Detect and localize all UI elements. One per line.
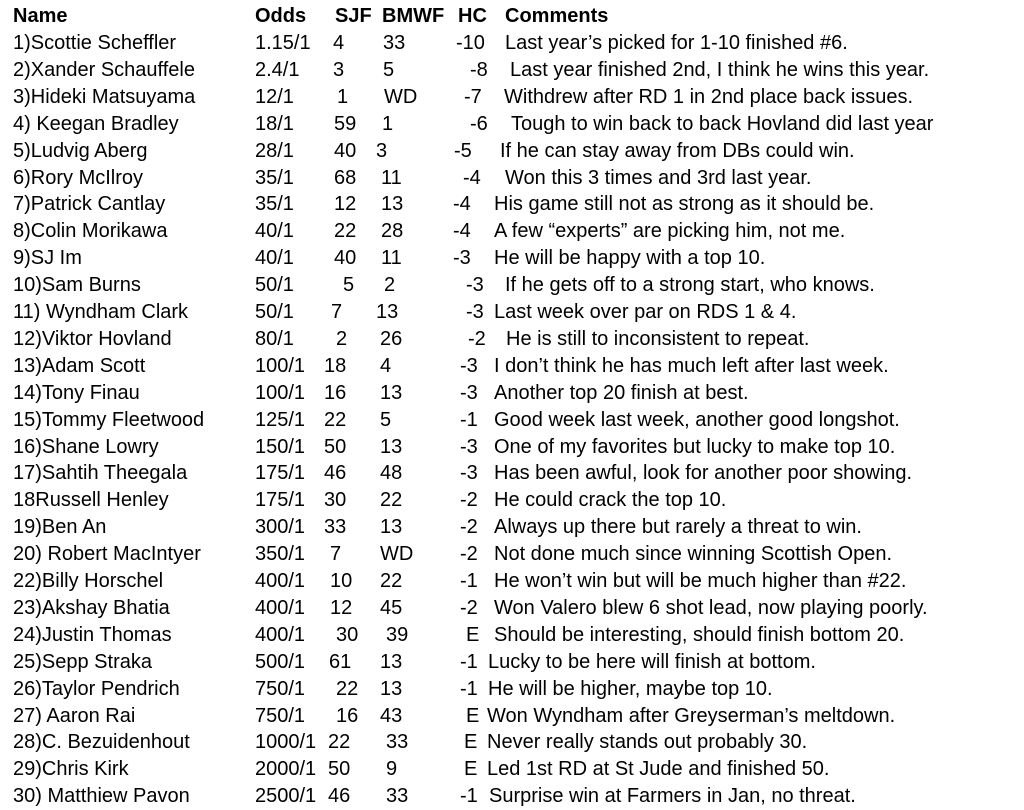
player-name: 13)Adam Scott: [13, 354, 146, 377]
table-row: [0, 326, 1024, 353]
table-row: [0, 514, 1024, 541]
table-row: [0, 299, 1024, 326]
hc-cell: -1: [460, 785, 478, 808]
comment-cell: Last year finished 2nd, I think he wins this year.: [510, 58, 930, 81]
sjf-cell: 12: [330, 596, 353, 619]
hc-cell: -1: [460, 650, 478, 673]
odds-cell: 400/1: [255, 596, 306, 619]
hc-cell: E: [466, 623, 480, 646]
player-name: 1)Scottie Scheffler: [13, 32, 177, 54]
header-sjf: SJF: [335, 5, 372, 27]
comment-cell: Has been awful, look for another poor showing.: [494, 462, 913, 485]
odds-cell: 125/1: [255, 408, 306, 431]
sjf-cell: 5: [343, 274, 355, 297]
comment-cell: Won Wyndham after Greyserman’s meltdown.: [487, 704, 896, 727]
hc-cell: -2: [460, 543, 478, 566]
hc-cell: E: [464, 731, 478, 754]
sjf-cell: 1: [337, 85, 349, 108]
bmwf-cell: 13: [381, 193, 404, 216]
table-row: [0, 649, 1024, 676]
player-name: 26)Taylor Pendrich: [13, 677, 180, 700]
header-bmwf: BMWF: [382, 5, 445, 27]
odds-cell: 750/1: [255, 704, 306, 727]
player-name: 11) Wyndham Clark: [13, 301, 189, 323]
hc-cell: -7: [464, 85, 482, 108]
sjf-cell: 4: [333, 32, 345, 54]
sjf-cell: 30: [324, 489, 347, 512]
bmwf-cell: 5: [380, 408, 392, 431]
odds-cell: 1.15/1: [255, 32, 311, 54]
hc-cell: -3: [460, 435, 478, 458]
table-row: [0, 407, 1024, 434]
bmwf-cell: 13: [380, 650, 403, 673]
bmwf-cell: 11: [381, 166, 402, 189]
hc-cell: -10: [456, 32, 485, 54]
comment-cell: A few “experts” are picking him, not me.: [494, 220, 846, 243]
bmwf-cell: 22: [380, 570, 403, 592]
odds-cell: 2000/1: [255, 758, 317, 781]
bmwf-cell: 2: [384, 274, 396, 297]
bmwf-cell: 13: [380, 435, 403, 458]
player-name: 24)Justin Thomas: [13, 623, 172, 646]
comment-cell: He is still to inconsistent to repeat.: [506, 327, 810, 350]
comment-cell: If he gets off to a strong start, who knows.: [505, 274, 875, 297]
odds-cell: 18/1: [255, 112, 294, 135]
comment-cell: Always up there but rarely a threat to win.: [494, 516, 862, 539]
table-row: [0, 111, 1024, 138]
odds-cell: 100/1: [255, 354, 306, 377]
odds-cell: 350/1: [255, 543, 306, 566]
comment-cell: Surprise win at Farmers in Jan, no threat.: [489, 785, 856, 808]
sjf-cell: 59: [334, 112, 357, 135]
odds-cell: 175/1: [255, 462, 306, 485]
sjf-cell: 30: [336, 623, 359, 646]
table-row: [0, 434, 1024, 461]
table-row: [0, 380, 1024, 407]
hc-cell: -3: [460, 381, 478, 404]
comment-cell: Won this 3 times and 3rd last year.: [505, 166, 812, 189]
player-name: 5)Ludvig Aberg: [13, 139, 148, 162]
hc-cell: E: [464, 758, 478, 781]
hc-cell: -2: [460, 596, 478, 619]
table-row: [0, 676, 1024, 703]
header-row: [0, 3, 1024, 30]
hc-cell: -1: [460, 677, 478, 700]
bmwf-cell: 9: [386, 758, 398, 781]
player-name: 9)SJ Im: [13, 247, 82, 270]
hc-cell: -4: [453, 220, 471, 243]
comment-cell: I don’t think he has much left after last week.: [494, 354, 889, 377]
table-row: [0, 84, 1024, 111]
player-name: 3)Hideki Matsuyama: [13, 85, 196, 108]
table-row: [0, 191, 1024, 218]
player-name: 20) Robert MacIntyer: [13, 543, 201, 566]
sjf-cell: 50: [324, 435, 347, 458]
hc-cell: -4: [463, 166, 481, 189]
bmwf-cell: 5: [383, 58, 395, 81]
comment-cell: Last year’s picked for 1-10 finished #6.: [505, 32, 848, 54]
bmwf-cell: 3: [376, 139, 388, 162]
player-name: 8)Colin Morikawa: [13, 220, 168, 243]
bmwf-cell: 26: [380, 327, 403, 350]
sjf-cell: 33: [324, 516, 347, 539]
player-name: 10)Sam Burns: [13, 274, 141, 297]
odds-cell: 175/1: [255, 489, 306, 512]
table-row: [0, 138, 1024, 165]
bmwf-cell: 13: [380, 516, 403, 539]
comment-cell: He will be happy with a top 10.: [494, 247, 766, 270]
hc-cell: E: [466, 704, 480, 727]
bmwf-cell: 11: [381, 247, 402, 270]
hc-cell: -6: [470, 112, 488, 135]
comment-cell: He won’t win but will be much higher than #22.: [494, 570, 907, 592]
player-name: 15)Tommy Fleetwood: [13, 408, 205, 431]
bmwf-cell: 28: [381, 220, 404, 243]
odds-cell: 1000/1: [255, 731, 317, 754]
odds-cell: 500/1: [255, 650, 306, 673]
odds-cell: 28/1: [255, 139, 294, 162]
table-row: [0, 568, 1024, 595]
sjf-cell: 3: [333, 58, 345, 81]
sjf-cell: 46: [328, 785, 351, 808]
player-name: 12)Viktor Hovland: [13, 327, 172, 350]
hc-cell: -4: [453, 193, 471, 216]
hc-cell: -3: [466, 274, 484, 297]
sjf-cell: 46: [324, 462, 347, 485]
table-row: [0, 460, 1024, 487]
table-row: [0, 783, 1024, 810]
comment-cell: Good week last week, another good longshot.: [494, 408, 900, 431]
player-name: 17)Sahtih Theegala: [13, 462, 188, 485]
header-odds: Odds: [255, 5, 307, 27]
comment-cell: He could crack the top 10.: [494, 489, 727, 512]
hc-cell: -2: [460, 516, 478, 539]
bmwf-cell: 45: [380, 596, 403, 619]
hc-cell: -2: [468, 327, 486, 350]
sjf-cell: 7: [330, 543, 342, 566]
player-name: 30) Matthiew Pavon: [13, 785, 190, 808]
sjf-cell: 22: [324, 408, 347, 431]
sjf-cell: 10: [330, 570, 353, 592]
table-row: [0, 487, 1024, 514]
hc-cell: -8: [470, 58, 488, 81]
comment-cell: Won Valero blew 6 shot lead, now playing poorly.: [494, 596, 928, 619]
table-row: [0, 218, 1024, 245]
table-row: [0, 30, 1024, 57]
bmwf-cell: WD: [384, 85, 418, 108]
comment-cell: He will be higher, maybe top 10.: [488, 677, 773, 700]
bmwf-cell: 13: [380, 677, 403, 700]
bmwf-cell: 43: [380, 704, 403, 727]
odds-cell: 400/1: [255, 570, 306, 592]
bmwf-cell: 4: [380, 354, 392, 377]
sjf-cell: 12: [334, 193, 357, 216]
bmwf-cell: 1: [382, 112, 394, 135]
sjf-cell: 7: [331, 301, 343, 323]
sjf-cell: 18: [324, 354, 347, 377]
odds-cell: 40/1: [255, 247, 294, 270]
hc-cell: -3: [466, 301, 484, 323]
player-name: 25)Sepp Straka: [13, 650, 152, 673]
sjf-cell: 22: [328, 731, 351, 754]
player-name: 22)Billy Horschel: [13, 570, 164, 592]
table-row: [0, 595, 1024, 622]
comment-cell: His game still not as strong as it should be.: [494, 193, 875, 216]
sjf-cell: 16: [336, 704, 359, 727]
comment-cell: Should be interesting, should finish bottom 20.: [494, 623, 905, 646]
table-row: [0, 622, 1024, 649]
header-hc: HC: [458, 5, 487, 27]
table-row: [0, 165, 1024, 192]
hc-cell: -1: [460, 408, 478, 431]
odds-cell: 40/1: [255, 220, 294, 243]
hc-cell: -2: [460, 489, 478, 512]
comment-cell: Never really stands out probably 30.: [487, 731, 808, 754]
player-name: 16)Shane Lowry: [13, 435, 159, 458]
comment-cell: Not done much since winning Scottish Open.: [494, 543, 892, 566]
hc-cell: -3: [453, 247, 471, 270]
hc-cell: -3: [460, 354, 478, 377]
sjf-cell: 22: [334, 220, 357, 243]
odds-cell: 35/1: [255, 193, 294, 216]
bmwf-cell: 13: [380, 381, 403, 404]
bmwf-cell: 48: [380, 462, 403, 485]
comment-cell: Tough to win back to back Hovland did last year: [511, 112, 934, 135]
comment-cell: One of my favorites but lucky to make top 10.: [494, 435, 896, 458]
bmwf-cell: 33: [383, 32, 406, 54]
comment-cell: Led 1st RD at St Jude and finished 50.: [487, 758, 830, 781]
comment-cell: If he can stay away from DBs could win.: [500, 139, 855, 162]
hc-cell: -1: [460, 570, 478, 592]
player-name: 6)Rory McIlroy: [13, 166, 144, 189]
player-name: 14)Tony Finau: [13, 381, 140, 404]
table-row: [0, 703, 1024, 730]
sjf-cell: 61: [329, 650, 352, 673]
table-row: [0, 272, 1024, 299]
player-name: 23)Akshay Bhatia: [13, 596, 170, 619]
odds-cell: 12/1: [255, 85, 294, 108]
player-name: 27) Aaron Rai: [13, 704, 136, 727]
odds-cell: 150/1: [255, 435, 306, 458]
comment-cell: Lucky to be here will finish at bottom.: [488, 650, 816, 673]
player-name: 18Russell Henley: [13, 489, 169, 512]
sjf-cell: 40: [334, 139, 357, 162]
hc-cell: -5: [454, 139, 472, 162]
sjf-cell: 40: [334, 247, 357, 270]
table-row: [0, 57, 1024, 84]
odds-cell: 80/1: [255, 327, 294, 350]
odds-cell: 50/1: [255, 301, 294, 323]
table-row: [0, 756, 1024, 783]
sjf-cell: 22: [336, 677, 359, 700]
player-name: 19)Ben An: [13, 516, 107, 539]
table-row: [0, 729, 1024, 756]
player-name: 28)C. Bezuidenhout: [13, 731, 190, 754]
player-name: 2)Xander Schauffele: [13, 58, 195, 81]
odds-cell: 2500/1: [255, 785, 317, 808]
bmwf-cell: 33: [386, 785, 409, 808]
comment-cell: Another top 20 finish at best.: [494, 381, 749, 404]
hc-cell: -3: [460, 462, 478, 485]
bmwf-cell: WD: [380, 543, 414, 566]
player-name: 4) Keegan Bradley: [13, 112, 179, 135]
odds-cell: 750/1: [255, 677, 306, 700]
comment-cell: Last week over par on RDS 1 & 4.: [494, 301, 797, 323]
header-name: Name: [13, 5, 68, 27]
sjf-cell: 68: [334, 166, 357, 189]
sjf-cell: 2: [336, 327, 348, 350]
sjf-cell: 16: [324, 381, 347, 404]
sjf-cell: 50: [328, 758, 351, 781]
odds-cell: 50/1: [255, 274, 294, 297]
player-name: 29)Chris Kirk: [13, 758, 129, 781]
header-comments: Comments: [505, 5, 609, 27]
odds-cell: 2.4/1: [255, 58, 300, 81]
bmwf-cell: 39: [386, 623, 409, 646]
table-row: [0, 353, 1024, 380]
table-row: [0, 245, 1024, 272]
odds-cell: 35/1: [255, 166, 294, 189]
odds-cell: 300/1: [255, 516, 306, 539]
player-name: 7)Patrick Cantlay: [13, 193, 166, 216]
table-row: [0, 541, 1024, 568]
comment-cell: Withdrew after RD 1 in 2nd place back issues.: [504, 85, 914, 108]
bmwf-cell: 22: [380, 489, 403, 512]
bmwf-cell: 13: [376, 301, 399, 323]
bmwf-cell: 33: [386, 731, 409, 754]
odds-cell: 100/1: [255, 381, 306, 404]
odds-cell: 400/1: [255, 623, 306, 646]
